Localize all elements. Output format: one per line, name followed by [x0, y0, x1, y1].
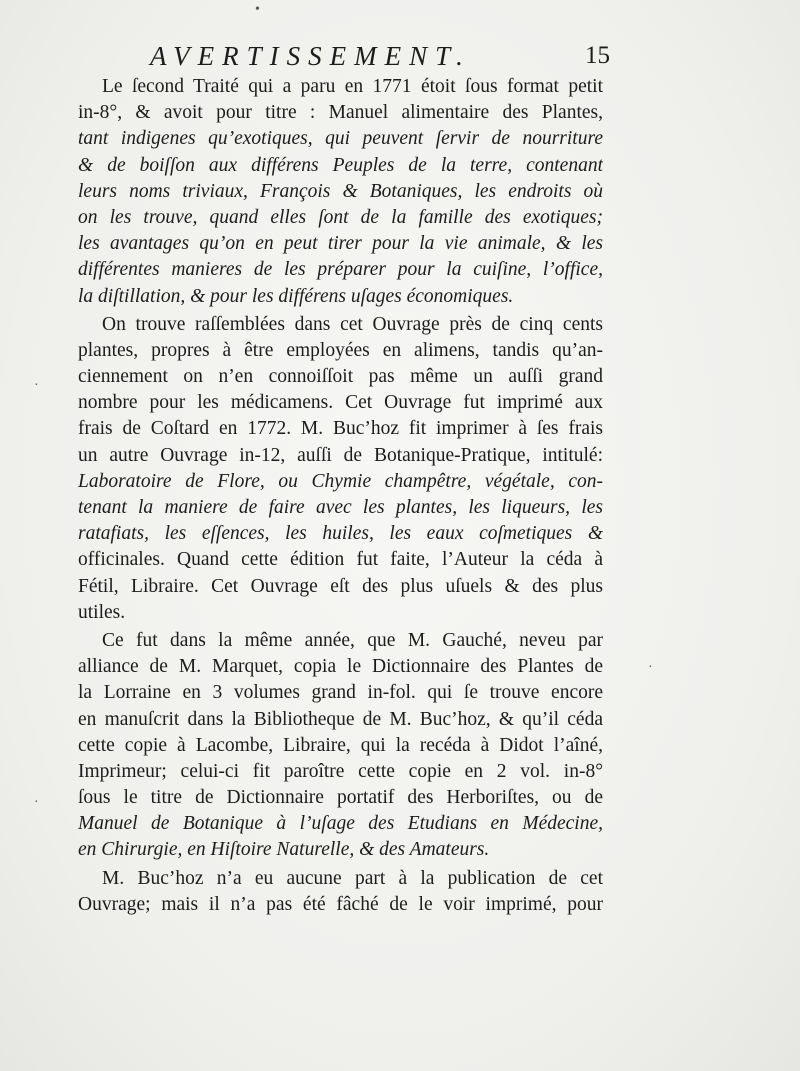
text-line: Fétil, Libraire. Cet Ouvrage eſt des plus uſuels & des plus: [78, 575, 603, 597]
page-number: 15: [585, 42, 610, 69]
text-line: on les trouve, quand elles ſont de la famille des exotiques;: [78, 206, 603, 228]
text-line: Imprimeur; celui-ci fit paroître cette copie en 2 vol. in-8°: [78, 760, 603, 782]
ink-speck: •: [255, 2, 260, 17]
text-line: frais de Coſtard en 1772. M. Buc’hoz fit imprimer à ſes frais: [78, 418, 603, 440]
text-line: en Chirurgie, en Hiſtoire Naturelle, & des Amateurs.: [78, 839, 490, 861]
running-title: AVERTISSEMENT.: [150, 41, 471, 71]
text-line: & de boiſſon aux différens Peuples de la terre, contenant: [78, 154, 603, 176]
text-line: Manuel de Botanique à l’uſage des Etudians en Médecine,: [78, 813, 603, 835]
text-line: Laboratoire de Flore, ou Chymie champêtre, végétale, con-: [78, 470, 603, 492]
text-line: officinales. Quand cette édition fut faite, l’Auteur la céda à: [78, 549, 603, 571]
text-line: les avantages qu’on en peut tirer pour la vie animale, & les: [78, 233, 603, 255]
text-line: la Lorraine en 3 volumes grand in-fol. qui ſe trouve encore: [78, 682, 603, 704]
text-line: nombre pour les médicamens. Cet Ouvrage fut imprimé aux: [78, 392, 603, 414]
ink-speck: ·: [34, 378, 39, 393]
text-line: un autre Ouvrage in-12, auſſi de Botanique-Pratique, intitulé:: [78, 444, 603, 466]
text-line: la diſtillation, & pour les différens uſages économiques.: [78, 285, 514, 307]
text-line: ſous le titre de Dictionnaire portatif des Herboriſtes, ou de: [78, 787, 603, 809]
text-line: tant indigenes qu’exotiques, qui peuvent ſervir de nourriture: [78, 128, 603, 150]
text-line: ciennement on n’en connoiſſoit pas même un auſſi grand: [78, 366, 603, 388]
text-line: plantes, propres à être employées en alimens, tandis qu’an-: [78, 339, 603, 361]
text-line: différentes manieres de les préparer pour la cuiſine, l’office,: [78, 259, 603, 281]
text-line: leurs noms triviaux, François & Botaniques, les endroits où: [78, 180, 603, 202]
text-line: utiles.: [78, 601, 126, 623]
text-line: cette copie à Lacombe, Libraire, qui la recéda à Didot l’aîné,: [78, 734, 603, 756]
ink-speck: ·: [648, 660, 653, 675]
page-header: [150, 36, 610, 76]
text-line: Le ſecond Traité qui a paru en 1771 étoit ſous format petit: [102, 76, 603, 97]
text-line: en manuſcrit dans la Bibliotheque de M. Buc’hoz, & qu’il céda: [78, 708, 603, 730]
text-line: alliance de M. Marquet, copia le Dictionnaire des Plantes de: [78, 656, 603, 678]
ink-speck: ·: [34, 795, 39, 810]
text-line: Ce fut dans la même année, que M. Gauché, neveu par: [102, 629, 603, 651]
text-line: tenant la maniere de faire avec les plantes, les liqueurs, les: [78, 497, 603, 518]
text-line: On trouve raſſemblées dans cet Ouvrage près de cinq cents: [102, 313, 603, 335]
text-line: ratafiats, les eſſences, les huiles, les eaux coſmetiques &: [78, 523, 603, 545]
text-line: in-8°, & avoit pour titre : Manuel alimentaire des Plantes,: [78, 102, 603, 124]
text-line: Ouvrage; mais il n’a pas été fâché de le voir imprimé, pour: [78, 893, 603, 915]
body-text: [78, 74, 603, 918]
text-line: M. Buc’hoz n’a eu aucune part à la publication de cet: [102, 867, 603, 889]
